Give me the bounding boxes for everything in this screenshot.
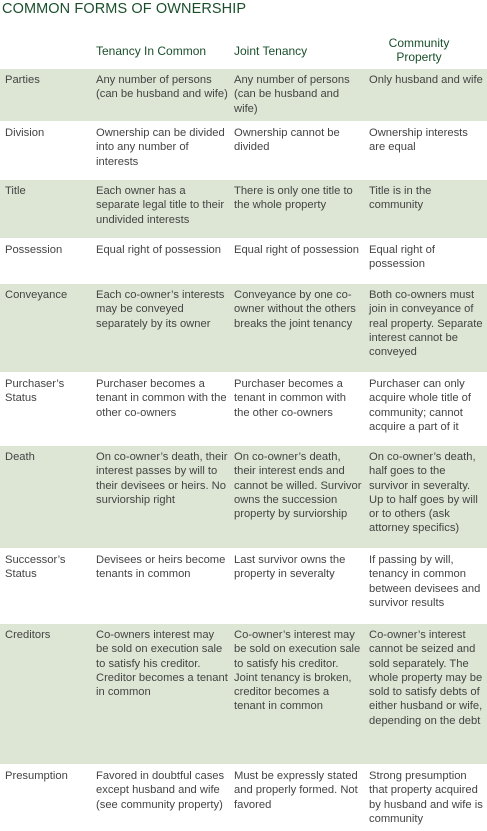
- column-header-joint-tenancy: Joint Tenancy: [234, 44, 308, 58]
- table-row-possession: [0, 238, 487, 284]
- cell-presumption-joint-tenancy: Must be expressly stated and properly formed. Not favored: [234, 770, 358, 811]
- cell-purchasers-status-community-property: Purchaser can only acquire whole title of community; cannot acquire a part of it: [369, 378, 471, 433]
- row-label-successors-status: Successor’s Status: [5, 554, 66, 581]
- cell-title-tenancy-in-common: Each owner has a separate legal title to their undivided interests: [96, 185, 225, 226]
- cell-conveyance-tenancy-in-common: Each co-owner’s interests may be conveyed separately by its owner: [96, 289, 225, 330]
- cell-death-tenancy-in-common: On co-owner’s death, their interest passes by will to their devisees or heirs. No surviorship right: [96, 451, 228, 506]
- cell-presumption-community-property: Strong presumption that property acquired by husband and wife is community: [369, 770, 483, 825]
- cell-purchasers-status-tenancy-in-common: Purchaser becomes a tenant in common with the other co-owners: [96, 378, 227, 419]
- row-label-title: Title: [5, 185, 26, 197]
- cell-purchasers-status-joint-tenancy: Purchaser becomes a tenant in common with the other co-owners: [234, 378, 346, 419]
- cell-creditors-joint-tenancy: Co-owner’s interest may be sold on execution sale to satisfy his creditor. Joint tenancy is broken, creditor becomes a tenant in common: [234, 629, 361, 713]
- cell-conveyance-joint-tenancy: Conveyance by one co-owner without the others breaks the joint tenancy: [234, 289, 356, 330]
- cell-possession-tenancy-in-common: Equal right of possession: [96, 244, 222, 256]
- cell-title-joint-tenancy: There is only one title to the whole property: [234, 185, 353, 212]
- cell-successors-status-tenancy-in-common: Devisees or heirs become tenants in common: [96, 554, 226, 581]
- cell-possession-joint-tenancy: Equal right of possession: [234, 244, 360, 256]
- page-title: COMMON FORMS OF OWNERSHIP: [2, 1, 247, 17]
- cell-creditors-tenancy-in-common: Co-owners interest may be sold on execution sale to satisfy his creditor. Creditor becomes a tenant in common: [96, 629, 228, 699]
- cell-possession-community-property: Equal right of possession: [369, 244, 435, 271]
- column-header-tenancy-in-common: Tenancy In Common: [96, 44, 207, 58]
- cell-parties-joint-tenancy: Any number of persons (can be husband and wife): [234, 74, 350, 115]
- table-row-title: [0, 179, 487, 239]
- table-row-successors-status: [0, 548, 487, 624]
- table-row-division: [0, 121, 487, 180]
- row-label-division: Division: [5, 127, 45, 139]
- cell-parties-tenancy-in-common: Any number of persons (can be husband and wife): [96, 74, 228, 101]
- cell-presumption-tenancy-in-common: Favored in doubtful cases except husband and wife (see community property): [96, 770, 225, 811]
- table-header: [0, 34, 487, 68]
- cell-death-joint-tenancy: On co-owner’s death, their interest ends and cannot be willed. Survivor owns the succession property by surviorship: [234, 451, 362, 521]
- cell-division-joint-tenancy: Ownership cannot be divided: [234, 127, 340, 154]
- row-label-death: Death: [5, 451, 35, 463]
- cell-conveyance-community-property: Both co-owners must join in conveyance of real property. Separate interest cannot be conveyed: [369, 289, 483, 359]
- table-row-purchasers-status: [0, 372, 487, 446]
- cell-division-community-property: Ownership interests are equal: [369, 127, 468, 154]
- cell-successors-status-joint-tenancy: Last survivor owns the property in severalty: [234, 554, 346, 581]
- row-label-parties: Parties: [5, 74, 40, 86]
- row-label-purchasers-status: Purchaser’s Status: [5, 378, 65, 405]
- row-label-conveyance: Conveyance: [5, 289, 68, 301]
- cell-successors-status-community-property: If passing by will, tenancy in common between devisees and survivor results: [369, 554, 481, 609]
- row-label-creditors: Creditors: [5, 629, 51, 641]
- table-row-conveyance: [0, 283, 487, 373]
- cell-creditors-community-property: Co-owner’s interest cannot be seized and sold separately. The whole property may be sold to satisfy debts of either husband or wife, depending on the debt: [369, 629, 483, 727]
- row-label-presumption: Presumption: [5, 770, 68, 782]
- table-row-presumption: [0, 764, 487, 831]
- table-row-creditors: [0, 623, 487, 765]
- row-label-possession: Possession: [5, 244, 63, 256]
- cell-parties-community-property: Only husband and wife: [369, 74, 483, 86]
- cell-division-tenancy-in-common: Ownership can be divided into any number of interests: [96, 127, 225, 168]
- cell-death-community-property: On co-owner’s death, half goes to the survivor in severalty. Up to half goes by will or to others (ask attorney specifics): [369, 451, 478, 535]
- column-header-community-property: Community Property: [388, 36, 450, 64]
- table-row-parties: [0, 68, 487, 122]
- table-row-death: [0, 445, 487, 549]
- cell-title-community-property: Title is in the community: [369, 185, 432, 212]
